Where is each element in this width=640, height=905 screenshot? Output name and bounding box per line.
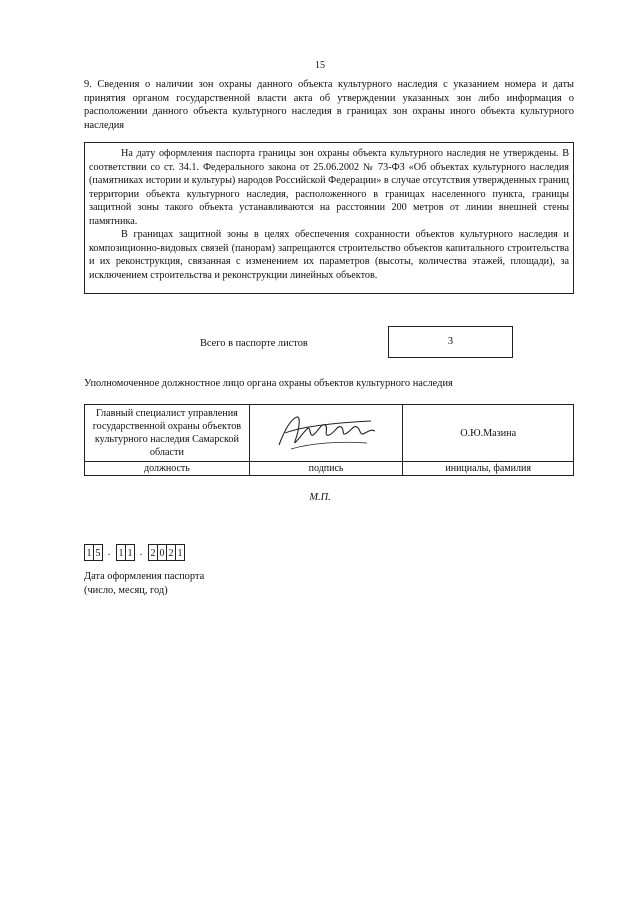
official-name: О.Ю.Мазина — [403, 405, 574, 462]
date-year-digit: 2 — [148, 544, 158, 561]
date-boxes — [84, 544, 184, 561]
caption-name: инициалы, фамилия — [403, 462, 574, 476]
signature-row — [85, 405, 574, 462]
date-year-digit: 2 — [166, 544, 176, 561]
zones-paragraph-1: На дату оформления паспорта границы зон охраны объекта культурного наследия не утверждены. В соответствии со ст. 34.1. Федерального закона от 25.06.2002 № 73-ФЗ «Об объектах культурного наследия (памятниках истории и культуры) народов Российской Федерации» в случае отсутствия утвержденных границ территории объекта культурного наследия, расположенного в границах населенного пункта, границы защитной зоны такого объекта устанавливаются на расстоянии 200 метров от линии внешней стены памятника. — [89, 148, 569, 227]
date-day-digit: 5 — [93, 544, 103, 561]
date-month-digit: 1 — [116, 544, 126, 561]
official-position: Главный специалист управления государственной охраны объектов культурного наследия Самарской области — [85, 405, 250, 462]
date-caption-line2: (число, месяц, год) — [84, 584, 168, 596]
date-month-digit: 1 — [125, 544, 135, 561]
date-year-digit: 1 — [175, 544, 185, 561]
page-number: 15 — [315, 60, 325, 71]
signature-cell — [249, 405, 403, 462]
zones-paragraph-2: В границах защитной зоны в целях обеспечения сохранности объектов культурного наследия и композиционно-видовых связей (панорам) запрещаются строительство объектов капитального строительства и их реконструкция, связанная с изменением их параметров (высоты, количества этажей, площади), за исключением строительства и реконструкции линейных объектов. — [89, 229, 569, 281]
zones-info-box — [84, 142, 574, 294]
date-caption-line1: Дата оформления паспорта — [84, 571, 205, 582]
date-separator: . — [139, 547, 143, 558]
date-caption — [84, 570, 204, 597]
caption-position: должность — [85, 462, 250, 476]
handwritten-signature — [271, 411, 381, 455]
date-separator: . — [107, 547, 111, 558]
date-year-digit: 0 — [157, 544, 167, 561]
signature-table — [84, 404, 574, 476]
sheets-count-box: 3 — [388, 326, 513, 358]
seal-mark: М.П. — [309, 492, 331, 503]
sheets-count-label: Всего в паспорте листов — [200, 338, 308, 349]
caption-signature: подпись — [249, 462, 403, 476]
caption-row — [85, 462, 574, 476]
official-heading: Уполномоченное должностное лицо органа охраны объектов культурного наследия — [84, 378, 453, 389]
date-day-digit: 1 — [84, 544, 94, 561]
section-heading: 9. Сведения о наличии зон охраны данного объекта культурного наследия с указанием номера и даты принятия органом государственной власти акта об утверждении указанных зон либо информация о расположении данного объекта культурного наследия в границах зон охраны иного объекта культурного наследия — [84, 79, 574, 131]
